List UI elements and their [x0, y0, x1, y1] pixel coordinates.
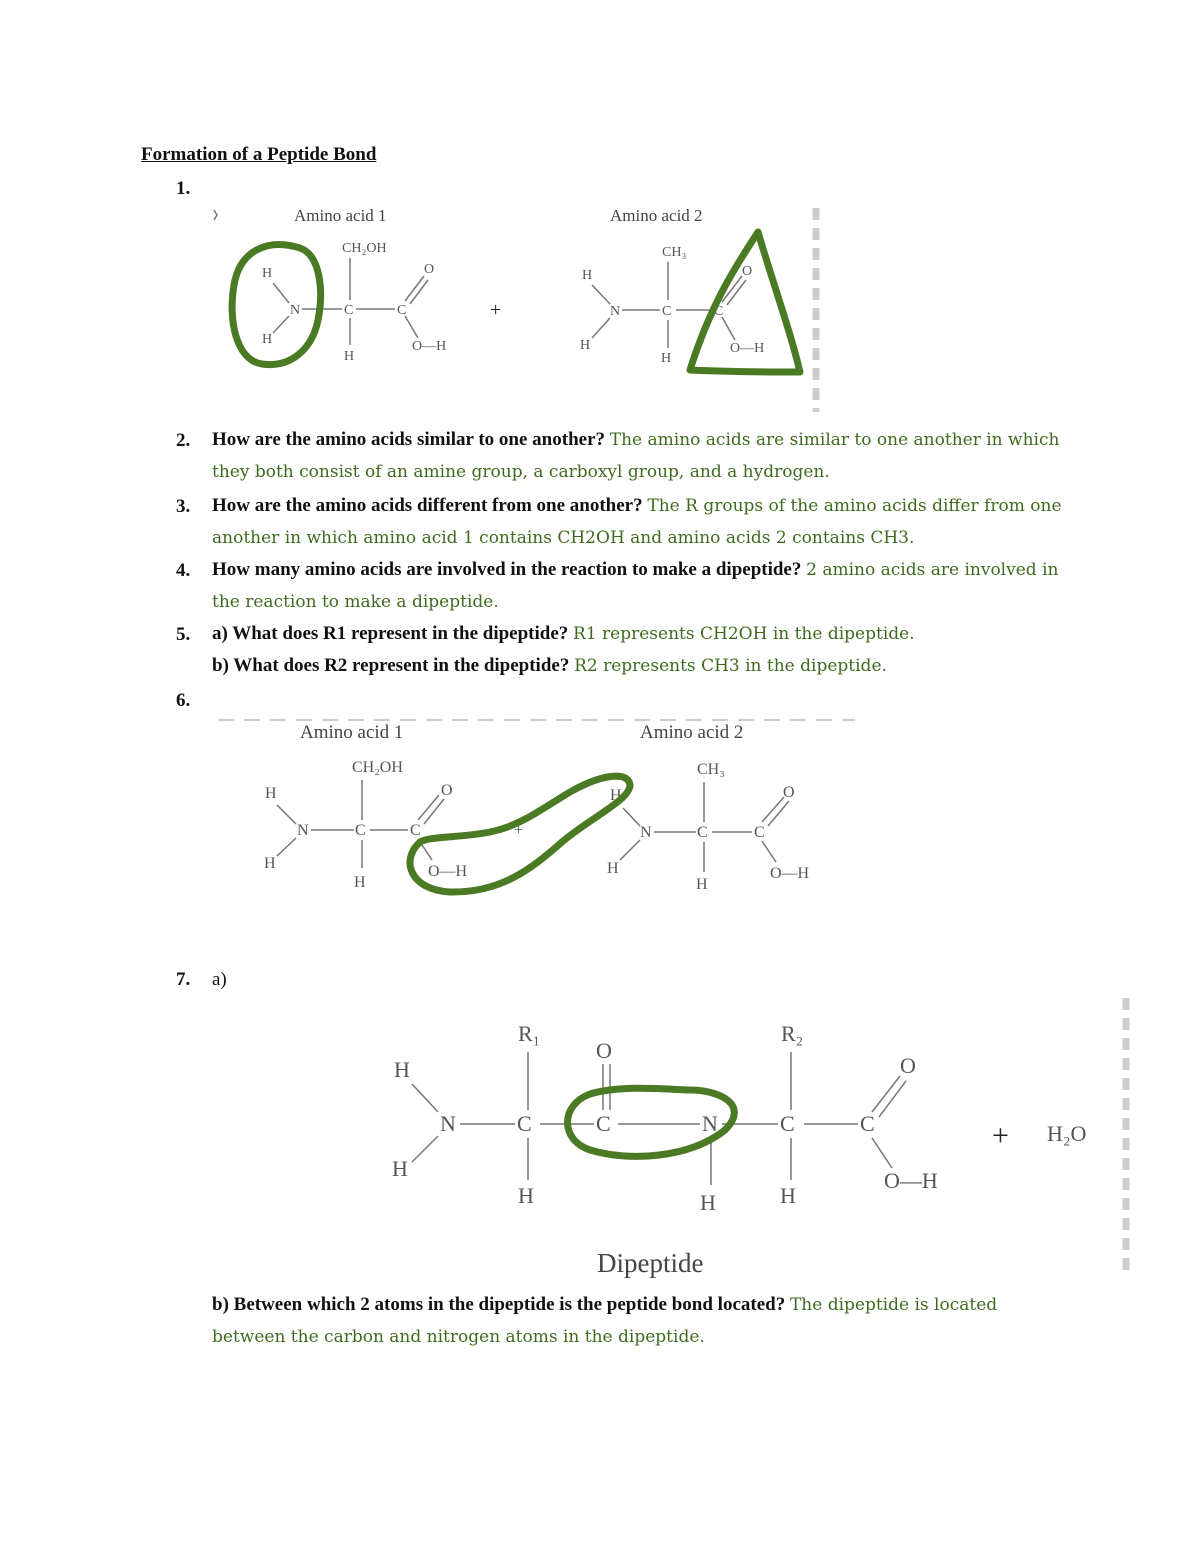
amino-acid-2-label: Amino acid 2 [640, 722, 744, 743]
r-group-2: CH₃ [697, 761, 725, 778]
atom-n: N [440, 1111, 456, 1136]
atom-o: O [596, 1038, 612, 1063]
atom-h: H [394, 1057, 410, 1082]
answer-3-text: The R groups of the amino acids differ from one another in which amino acid 1 contains CH2OH and amino acids 2 contains CH3. [212, 496, 1062, 548]
atom-h: H [518, 1183, 534, 1208]
atom-c: C [714, 304, 724, 319]
r-group-2: CH₃ [662, 245, 687, 260]
atom-o: O [783, 784, 795, 801]
atom-c: C [780, 1111, 795, 1136]
answer-5b-text: R2 represents CH3 in the dipeptide. [574, 656, 887, 676]
question-4-text: How many amino acids are involved in the reaction to make a dipeptide? [212, 559, 802, 580]
hydroxyl-group: O—H [884, 1168, 938, 1193]
item-number-7: 7. [176, 969, 191, 990]
question-5a-text: a) What does R1 represent in the dipeptide? [212, 623, 569, 644]
question-2-text: How are the amino acids similar to one another? [212, 429, 605, 450]
hydroxyl-group: O—H [730, 341, 765, 356]
item-number-3: 3. [176, 496, 191, 517]
r-group-1: CH₂OH [352, 759, 403, 776]
atom-h: H [607, 860, 619, 877]
atom-o: O [742, 264, 753, 279]
atom-c: C [410, 822, 421, 839]
item-number-2: 2. [176, 430, 191, 451]
r-group-1: R₁ [518, 1021, 541, 1046]
dipeptide-caption: Dipeptide [597, 1248, 704, 1278]
atom-h: H [610, 787, 622, 804]
amino-acid-1-label: Amino acid 1 [300, 722, 404, 743]
amino-acid-1-label: Amino acid 1 [294, 206, 387, 225]
atom-o: O [424, 262, 435, 277]
answer-5a-text: R1 represents CH2OH in the dipeptide. [573, 624, 915, 644]
figure-condensation-reaction [215, 710, 865, 905]
atom-h: H [262, 266, 273, 281]
worksheet-title: Formation of a Peptide Bond [141, 144, 377, 165]
atom-c: C [344, 303, 354, 318]
item-7a-label: a) [212, 969, 227, 990]
question-5b-block [212, 650, 1072, 682]
r-group-1: CH₂OH [342, 241, 387, 256]
atom-c: C [397, 303, 407, 318]
item-number-1: 1. [176, 178, 191, 199]
atom-c: C [596, 1111, 611, 1136]
question-5a-block [212, 618, 1072, 650]
question-3-block [212, 490, 1072, 554]
atom-c: C [355, 822, 366, 839]
atom-n: N [640, 824, 652, 841]
atom-h: H [780, 1183, 796, 1208]
ink-circle-amine-group [232, 245, 320, 365]
answer-7b-text: The dipeptide is located between the carbon and nitrogen atoms in the dipeptide. [212, 1295, 998, 1347]
r-group-2: R₂ [781, 1021, 804, 1046]
question-5b-text: b) What does R2 represent in the dipeptide? [212, 655, 570, 676]
atom-n: N [297, 822, 309, 839]
atom-n: N [702, 1111, 718, 1136]
amino-acid-2-label: Amino acid 2 [610, 206, 703, 225]
atom-n: N [290, 303, 301, 318]
amino-acid-1-structure [262, 241, 446, 364]
amino-acid-1-structure [264, 759, 468, 891]
atom-h: H [354, 874, 366, 891]
atom-c: C [517, 1111, 532, 1136]
atom-c: C [860, 1111, 875, 1136]
atom-c: C [697, 824, 708, 841]
atom-h: H [696, 876, 708, 893]
atom-h: H [262, 332, 273, 347]
hydroxyl-group: O—H [412, 339, 447, 354]
answer-2-text: The amino acids are similar to one another in which they both consist of an amine group, a carboxyl group, and a hydrogen. [212, 430, 1060, 482]
hydroxyl-group: O—H [770, 865, 810, 882]
answer-4-text: 2 amino acids are involved in the reaction to make a dipeptide. [212, 560, 1059, 612]
atom-c: C [662, 304, 672, 319]
atom-h: H [265, 785, 277, 802]
question-2-block [212, 424, 1072, 488]
atom-c: C [754, 824, 765, 841]
plus-sign: + [992, 1119, 1009, 1152]
plus-sign: + [490, 299, 502, 321]
water-product: H₂O [1047, 1121, 1087, 1146]
item-number-4: 4. [176, 560, 191, 581]
atom-o: O [441, 782, 453, 799]
atom-h: H [580, 338, 591, 353]
item-number-6: 6. [176, 690, 191, 711]
figure-two-amino-acids [200, 195, 840, 420]
figure-dipeptide [380, 995, 1140, 1285]
question-4-block [212, 554, 1072, 618]
atom-h: H [264, 855, 276, 872]
bullet-marker [214, 210, 217, 220]
atom-h: H [661, 351, 672, 366]
plus-sign: + [514, 822, 524, 839]
question-7b-block [212, 1289, 1072, 1353]
atom-h: H [700, 1190, 716, 1215]
atom-n: N [610, 304, 621, 319]
atom-o: O [900, 1053, 916, 1078]
atom-h: H [582, 268, 593, 283]
question-3-text: How are the amino acids different from one another? [212, 495, 643, 516]
item-number-5: 5. [176, 624, 191, 645]
dipeptide-structure [392, 1021, 938, 1215]
hydroxyl-group: O—H [428, 863, 468, 880]
amino-acid-2-structure [607, 761, 810, 893]
atom-h: H [392, 1156, 408, 1181]
question-7b-text: b) Between which 2 atoms in the dipeptide is the peptide bond located? [212, 1294, 786, 1315]
atom-h: H [344, 349, 355, 364]
